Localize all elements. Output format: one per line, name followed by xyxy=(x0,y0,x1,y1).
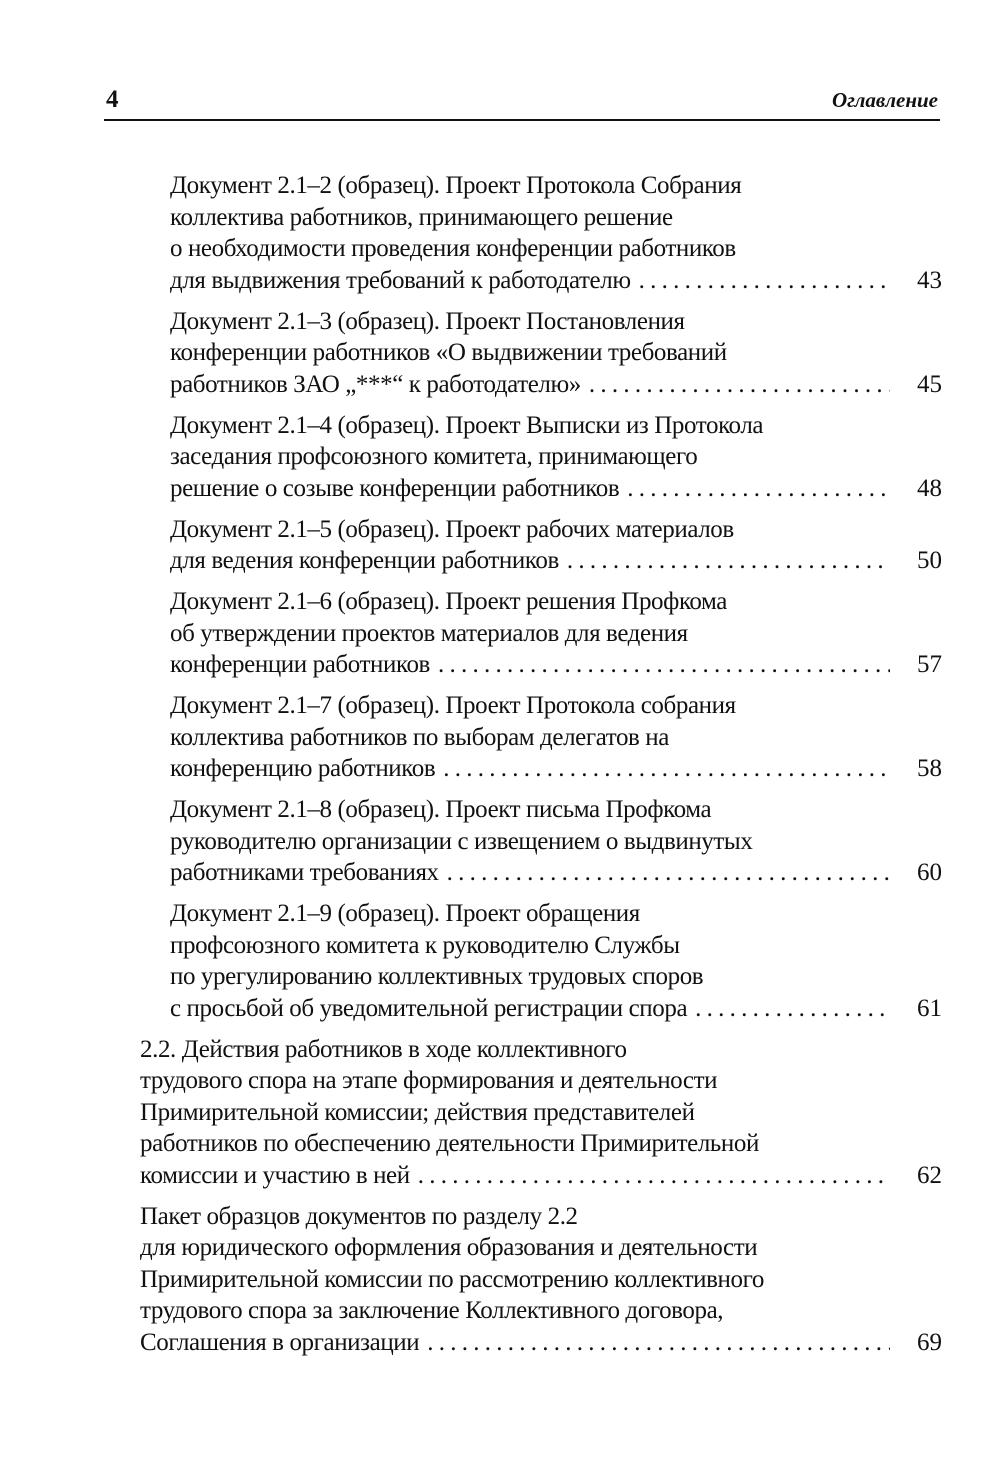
toc-entry-text: конференции работников «О выдвижении требований xyxy=(170,339,727,366)
toc-entry-text: коллектива работников по выборам делегатов на xyxy=(170,723,669,751)
toc-entry-line xyxy=(0,961,1000,993)
toc-entry-text: комиссии и участию в ней xyxy=(140,1161,410,1189)
dot-leader xyxy=(427,1327,890,1359)
toc-entry-text: Документ 2.1–3 (образец). Проект Постановления xyxy=(170,307,685,335)
toc-entry-line xyxy=(0,993,1000,1025)
toc-entry-text: коллектива работников, принимающего решение xyxy=(170,203,673,231)
toc-page-number: 57 xyxy=(917,651,942,678)
toc-entry-line xyxy=(0,1327,1000,1359)
toc-entry-line xyxy=(0,794,1000,826)
dot-leader xyxy=(567,545,890,577)
toc-entry-line xyxy=(0,1232,1000,1264)
toc-entry-text: профсоюзного комитета к руководителю Службы xyxy=(170,931,680,959)
toc-entry-text: Документ 2.1–7 (образец). Проект Протокола собрания xyxy=(170,692,736,719)
toc-entry-text: решение о созыве конференции работников xyxy=(170,474,620,502)
toc-entry[interactable] xyxy=(0,898,1000,1024)
toc-entry[interactable] xyxy=(0,514,1000,577)
header-rule xyxy=(104,119,940,121)
page-number: 4 xyxy=(106,86,119,113)
toc-entry-line xyxy=(0,722,1000,754)
toc-entry-text: Документ 2.1–5 (образец). Проект рабочих материалов xyxy=(170,515,734,543)
toc-entry-text: Документ 2.1–4 (образец). Проект Выписки из Протокола xyxy=(170,411,764,439)
toc-entry-line xyxy=(0,649,1000,681)
running-title: Оглавление xyxy=(831,88,938,112)
dot-leader xyxy=(438,649,890,681)
dot-leader xyxy=(639,265,890,297)
toc-entry-line xyxy=(0,265,1000,297)
toc-entry[interactable] xyxy=(0,1201,1000,1359)
toc-page-number: 45 xyxy=(917,370,942,398)
toc-entry-line xyxy=(0,233,1000,265)
toc-entry[interactable] xyxy=(0,690,1000,785)
toc-entry-line xyxy=(0,1295,1000,1327)
toc-page-number: 69 xyxy=(917,1328,942,1356)
toc-entry-text: об утверждении проектов материалов для ведения xyxy=(170,619,688,647)
toc-entry-text: Соглашения в организации xyxy=(140,1328,420,1356)
toc-entry-line xyxy=(0,410,1000,442)
toc-entry-line xyxy=(0,826,1000,858)
toc-entry-line xyxy=(0,202,1000,234)
toc-entry-text: конференцию работников xyxy=(170,755,436,782)
table-of-contents xyxy=(0,170,1000,1368)
toc-entry-text: трудового спора за заключение Коллективного договора, xyxy=(140,1297,724,1324)
toc-page-number: 48 xyxy=(917,474,942,502)
dot-leader xyxy=(443,753,890,785)
toc-entry-text: Документ 2.1–8 (образец). Проект письма Профкома xyxy=(170,796,712,823)
toc-entry-text: Документ 2.1–2 (образец). Проект Протокола Собрания xyxy=(170,172,742,199)
toc-page-number: 60 xyxy=(917,859,942,886)
toc-page-number: 43 xyxy=(917,266,942,294)
toc-entry-text: Пакет образцов документов по разделу 2.2 xyxy=(140,1202,578,1230)
toc-entry-text: работниками требованиях xyxy=(170,859,439,886)
dot-leader xyxy=(695,993,890,1025)
toc-entry-text: для выдвижения требований к работодателю xyxy=(170,266,631,294)
toc-entry-line xyxy=(0,1128,1000,1160)
toc-entry-line xyxy=(0,586,1000,618)
toc-entry-line xyxy=(0,1264,1000,1296)
toc-entry-text: руководителю организации с извещением о выдвинутых xyxy=(170,827,753,855)
toc-entry-text: для ведения конференции работников xyxy=(170,547,559,574)
toc-entry-line xyxy=(0,618,1000,650)
toc-entry-text: с просьбой об уведомительной регистрации спора xyxy=(170,994,688,1022)
toc-entry-line xyxy=(0,753,1000,785)
toc-entry-text: работников по обеспечению деятельности Примирительной xyxy=(140,1130,759,1157)
toc-entry-line xyxy=(0,1034,1000,1066)
toc-page-number: 50 xyxy=(917,547,942,574)
toc-page-number: 61 xyxy=(917,994,942,1022)
toc-entry-text: для юридического оформления образования и деятельности xyxy=(140,1234,758,1261)
toc-entry[interactable] xyxy=(0,410,1000,505)
toc-entry-text: заседания профсоюзного комитета, принимающего xyxy=(170,443,698,470)
toc-entry[interactable] xyxy=(0,1034,1000,1192)
toc-entry-line xyxy=(0,1097,1000,1129)
toc-entry-text: Документ 2.1–6 (образец). Проект решения Профкома xyxy=(170,588,727,615)
toc-entry[interactable] xyxy=(0,586,1000,681)
toc-entry-text: по урегулированию коллективных трудовых споров xyxy=(170,963,704,990)
toc-entry-text: трудового спора на этапе формирования и деятельности xyxy=(140,1067,718,1094)
toc-entry-text: 2.2. Действия работников в ходе коллективного xyxy=(140,1035,627,1063)
toc-entry[interactable] xyxy=(0,170,1000,296)
toc-entry-line xyxy=(0,473,1000,505)
toc-page-number: 62 xyxy=(917,1161,942,1189)
toc-entry-line xyxy=(0,1065,1000,1097)
toc-entry-line xyxy=(0,369,1000,401)
toc-entry-line xyxy=(0,930,1000,962)
toc-entry[interactable] xyxy=(0,794,1000,889)
toc-entry-text: конференции работников xyxy=(170,651,430,678)
dot-leader xyxy=(627,473,890,505)
toc-entry-text: работников ЗАО „***“ к работодателю» xyxy=(170,370,581,398)
toc-page-number: 58 xyxy=(917,755,942,782)
toc-entry-line xyxy=(0,306,1000,338)
toc-entry-text: о необходимости проведения конференции работников xyxy=(170,235,736,262)
dot-leader xyxy=(418,1160,890,1192)
dot-leader xyxy=(447,857,890,889)
toc-entry-text: Примирительной комиссии; действия представителей xyxy=(140,1098,695,1126)
toc-entry-line xyxy=(0,337,1000,369)
toc-entry-line xyxy=(0,170,1000,202)
dot-leader xyxy=(589,369,890,401)
toc-entry-line xyxy=(0,690,1000,722)
toc-entry-line xyxy=(0,1160,1000,1192)
toc-entry[interactable] xyxy=(0,306,1000,401)
toc-entry-line xyxy=(0,441,1000,473)
toc-entry-line xyxy=(0,514,1000,546)
toc-entry-text: Документ 2.1–9 (образец). Проект обращения xyxy=(170,900,640,927)
toc-entry-text: Примирительной комиссии по рассмотрению коллективного xyxy=(140,1265,764,1293)
running-header xyxy=(106,86,938,118)
toc-entry-line xyxy=(0,545,1000,577)
toc-entry-line xyxy=(0,898,1000,930)
toc-entry-line xyxy=(0,857,1000,889)
toc-entry-line xyxy=(0,1201,1000,1233)
